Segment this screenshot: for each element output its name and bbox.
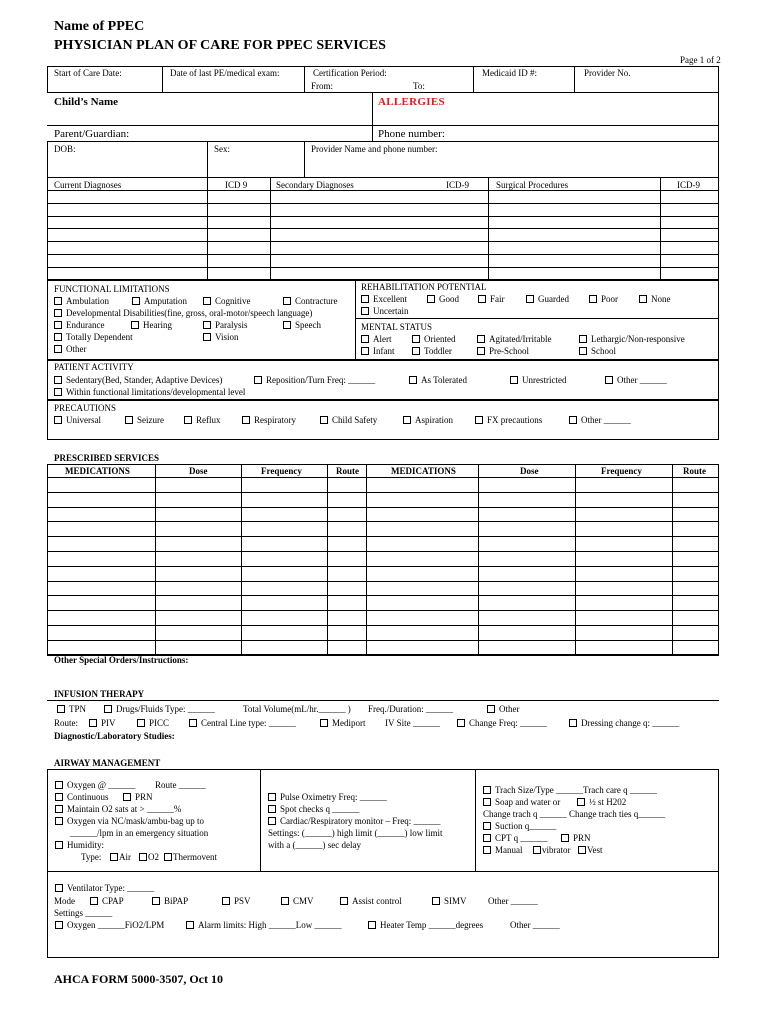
sec-delay-label: with a (______) sec delay (268, 840, 361, 850)
current-diagnoses-header: Current Diagnoses (54, 180, 122, 190)
table-row-divider (47, 625, 719, 626)
mode-label: Mode (54, 896, 75, 906)
suction-checkbox[interactable]: Suction q______ (483, 821, 556, 832)
table-row-divider (47, 551, 719, 552)
cpt-checkbox[interactable]: CPT q ______ (483, 833, 547, 844)
pulse-oximetry-checkbox[interactable]: Pulse Oximetry Freq: ______ (268, 792, 387, 803)
table-row-divider (47, 216, 719, 217)
child-name-label: Child’s Name (54, 96, 119, 108)
table-row-divider (47, 640, 719, 641)
table-row-divider (47, 203, 719, 204)
oriented-checkbox[interactable]: Oriented (412, 334, 456, 345)
totally-dependent-checkbox[interactable]: Totally Dependent (54, 332, 133, 343)
dressing-change-checkbox[interactable]: Dressing change q: ______ (569, 718, 679, 729)
table-row-divider (47, 190, 719, 191)
humidity-checkbox[interactable]: Humidity: (55, 840, 104, 851)
cert-period-label: Certification Period: (313, 68, 387, 78)
medications-header-1: MEDICATIONS (65, 466, 130, 476)
freq-duration-label: Freq./Duration: ______ (368, 704, 453, 714)
ventilator-checkbox[interactable]: Ventilator Type: ______ (55, 883, 154, 894)
form-title: PHYSICIAN PLAN OF CARE FOR PPEC SERVICES (54, 38, 386, 53)
o2-checkbox[interactable]: O2 (139, 852, 159, 863)
child-safety-checkbox[interactable]: Child Safety (320, 415, 377, 426)
cpt-prn-checkbox[interactable]: PRN (561, 833, 591, 844)
medicaid-id-label: Medicaid ID #: (482, 68, 537, 78)
secondary-diagnoses-header: Secondary Diagnoses (276, 180, 354, 190)
poor-checkbox[interactable]: Poor (589, 294, 618, 305)
cpap-checkbox[interactable]: CPAP (90, 896, 124, 907)
cognitive-checkbox[interactable]: Cognitive (203, 296, 251, 307)
unrestricted-checkbox[interactable]: Unrestricted (510, 375, 566, 386)
simv-checkbox[interactable]: SIMV (432, 896, 467, 907)
infant-checkbox[interactable]: Infant (361, 346, 395, 357)
vibrator-checkbox[interactable]: vibrator (533, 845, 571, 856)
manual-checkbox[interactable]: Manual (483, 845, 523, 856)
table-row-divider (47, 610, 719, 611)
respiratory-checkbox[interactable]: Respiratory (242, 415, 296, 426)
parent-guardian-label: Parent/Guardian: (54, 128, 130, 140)
school-checkbox[interactable]: School (579, 346, 616, 357)
amputation-checkbox[interactable]: Amputation (132, 296, 187, 307)
activity-other-checkbox[interactable]: Other ______ (605, 375, 667, 386)
functional-limitations-title: FUNCTIONAL LIMITATIONS (54, 284, 170, 294)
rehab-potential-title: REHABILITATION POTENTIAL (361, 282, 487, 292)
paralysis-checkbox[interactable]: Paralysis (203, 320, 248, 331)
endurance-checkbox[interactable]: Endurance (54, 320, 104, 331)
surgical-procedures-header: Surgical Procedures (496, 180, 569, 190)
humidity-type-label: Type: (81, 852, 102, 862)
continuous-checkbox[interactable]: Continuous (55, 792, 109, 803)
h202-checkbox[interactable]: ½ st H202 (577, 797, 626, 808)
alarm-limits-checkbox[interactable]: Alarm limits: High ______Low ______ (186, 920, 342, 931)
maintain-sats-checkbox[interactable]: Maintain O2 sats at > ______% (55, 804, 181, 815)
hearing-checkbox[interactable]: Hearing (131, 320, 172, 331)
change-trach-label: Change trach q ______ Change trach ties q______ (483, 809, 666, 819)
functional-other-checkbox[interactable]: Other (54, 344, 87, 355)
precautions-other-checkbox[interactable]: Other ______ (569, 415, 631, 426)
diagnostic-studies-label: Diagnostic/Laboratory Studies: (54, 731, 175, 741)
trach-size-checkbox[interactable]: Trach Size/Type ______Trach care q ______ (483, 785, 657, 796)
change-freq-checkbox[interactable]: Change Freq: ______ (457, 718, 547, 729)
cardiac-monitor-checkbox[interactable]: Cardiac/Respiratory monitor – Freq: ______ (268, 816, 440, 827)
excellent-checkbox[interactable]: Excellent (361, 294, 407, 305)
phone-number-label: Phone number: (378, 128, 445, 140)
bipap-checkbox[interactable]: BiPAP (152, 896, 188, 907)
aspiration-checkbox[interactable]: Aspiration (403, 415, 453, 426)
icd9-header-2: ICD-9 (446, 180, 469, 190)
developmental-checkbox[interactable]: Developmental Disabilities(fine, gross, oral-motor/speech language) (54, 308, 312, 319)
ambulation-checkbox[interactable]: Ambulation (54, 296, 109, 307)
table-row-divider (47, 267, 719, 268)
reposition-checkbox[interactable]: Reposition/Turn Freq: ______ (254, 375, 375, 386)
oxygen-via-checkbox[interactable]: Oxygen via NC/mask/ambu-bag up to (55, 816, 204, 827)
drugs-fluids-checkbox[interactable]: Drugs/Fluids Type: ______ (104, 704, 215, 715)
table-row-divider (47, 581, 719, 582)
tpn-checkbox[interactable]: TPN (57, 704, 86, 715)
none-checkbox[interactable]: None (639, 294, 671, 305)
sedentary-checkbox[interactable]: Sedentary(Bed, Stander, Adaptive Devices) (54, 375, 222, 386)
page-number: Page 1 of 2 (680, 55, 721, 65)
vent-oxygen-checkbox[interactable]: Oxygen ______FiO2/LPM (55, 920, 164, 931)
agitated-checkbox[interactable]: Agitated/Irritable (477, 334, 551, 345)
allergies-label: ALLERGIES (378, 96, 445, 108)
vent-other-label: Other ______ (488, 896, 538, 906)
last-pe-label: Date of last PE/medical exam: (170, 68, 280, 78)
oxygen-route-label: Route ______ (155, 780, 206, 790)
start-of-care-label: Start of Care Date: (54, 68, 122, 78)
lpm-emergency-label: ______/lpm in an emergency situation (70, 828, 209, 838)
air-checkbox[interactable]: Air (110, 852, 131, 863)
within-limits-checkbox[interactable]: Within functional limitations/developmental level (54, 387, 245, 398)
total-volume-label: Total Volume(mL/hr.______ ) (243, 704, 351, 714)
preschool-checkbox[interactable]: Pre-School (477, 346, 529, 357)
piv-checkbox[interactable]: PIV (89, 718, 116, 729)
heater-temp-checkbox[interactable]: Heater Temp ______degrees (368, 920, 483, 931)
vent-settings-label: Settings ______ (54, 908, 113, 918)
provider-no-label: Provider No. (584, 68, 631, 78)
table-row-divider (47, 254, 719, 255)
fair-checkbox[interactable]: Fair (478, 294, 505, 305)
assist-control-checkbox[interactable]: Assist control (340, 896, 402, 907)
form-footer: AHCA FORM 5000-3507, Oct 10 (54, 972, 223, 986)
other-special-orders-label: Other Special Orders/Instructions: (54, 655, 189, 665)
monitor-settings-label: Settings: (______) high limit (______) low limit (268, 828, 443, 838)
patient-activity-title: PATIENT ACTIVITY (54, 362, 134, 372)
frequency-header-2: Frequency (601, 466, 642, 476)
dose-header-1: Dose (189, 466, 208, 476)
table-row-divider (47, 228, 719, 229)
cert-to-label: To: (413, 81, 425, 91)
icd9-header-3: ICD-9 (677, 180, 700, 190)
route-header-1: Route (336, 466, 359, 476)
table-row-divider (47, 536, 719, 537)
fx-precautions-checkbox[interactable]: FX precautions (475, 415, 542, 426)
icd9-header-1: ICD 9 (225, 180, 248, 190)
lethargic-checkbox[interactable]: Lethargic/Non-responsive (579, 334, 685, 345)
table-row-divider (47, 492, 719, 493)
mental-status-title: MENTAL STATUS (361, 322, 432, 332)
sex-label: Sex: (214, 144, 231, 154)
prescribed-services-title: PRESCRIBED SERVICES (54, 453, 159, 463)
seizure-checkbox[interactable]: Seizure (125, 415, 164, 426)
dose-header-2: Dose (520, 466, 539, 476)
frequency-header-1: Frequency (261, 466, 302, 476)
psv-checkbox[interactable]: PSV (222, 896, 251, 907)
route-header-2: Route (683, 466, 706, 476)
medications-header-2: MEDICATIONS (391, 466, 456, 476)
airway-management-title: AIRWAY MANAGEMENT (54, 758, 161, 768)
cmv-checkbox[interactable]: CMV (281, 896, 314, 907)
table-row-divider (47, 507, 719, 508)
speech-checkbox[interactable]: Speech (283, 320, 321, 331)
route-label: Route: (54, 718, 78, 728)
provider-name-phone-label: Provider Name and phone number: (311, 144, 438, 154)
table-row-divider (47, 241, 719, 242)
guarded-checkbox[interactable]: Guarded (526, 294, 569, 305)
toddler-checkbox[interactable]: Toddler (412, 346, 452, 357)
precautions-title: PRECAUTIONS (54, 403, 117, 413)
vision-checkbox[interactable]: Vision (203, 332, 238, 343)
good-checkbox[interactable]: Good (427, 294, 459, 305)
soap-water-checkbox[interactable]: Soap and water or (483, 797, 560, 808)
alert-checkbox[interactable]: Alert (361, 334, 392, 345)
central-line-checkbox[interactable]: Central Line type: ______ (189, 718, 296, 729)
thermovent-checkbox[interactable]: Thermovent (164, 852, 217, 863)
reflux-checkbox[interactable]: Reflux (184, 415, 221, 426)
vent-other-2-label: Other ______ (510, 920, 560, 930)
table-row-divider (47, 595, 719, 596)
vest-checkbox[interactable]: Vest (578, 845, 603, 856)
iv-site-label: IV Site ______ (385, 718, 440, 728)
table-row-divider (47, 477, 719, 478)
org-name: Name of PPEC (54, 19, 145, 34)
infusion-therapy-title: INFUSION THERAPY (54, 689, 145, 699)
uncertain-checkbox[interactable]: Uncertain (361, 306, 408, 317)
oxygen-checkbox[interactable]: Oxygen @ ______ (55, 780, 135, 791)
picc-checkbox[interactable]: PICC (137, 718, 169, 729)
table-row-divider (47, 521, 719, 522)
table-row-divider (47, 566, 719, 567)
dob-label: DOB: (54, 144, 76, 154)
mediport-checkbox[interactable]: Mediport (320, 718, 366, 729)
oxygen-prn-checkbox[interactable]: PRN (123, 792, 153, 803)
cert-from-label: From: (311, 81, 334, 91)
spot-checks-checkbox[interactable]: Spot checks q ______ (268, 804, 359, 815)
as-tolerated-checkbox[interactable]: As Tolerated (409, 375, 467, 386)
universal-checkbox[interactable]: Universal (54, 415, 101, 426)
contracture-checkbox[interactable]: Contracture (283, 296, 337, 307)
infusion-other-checkbox[interactable]: Other (487, 704, 520, 715)
